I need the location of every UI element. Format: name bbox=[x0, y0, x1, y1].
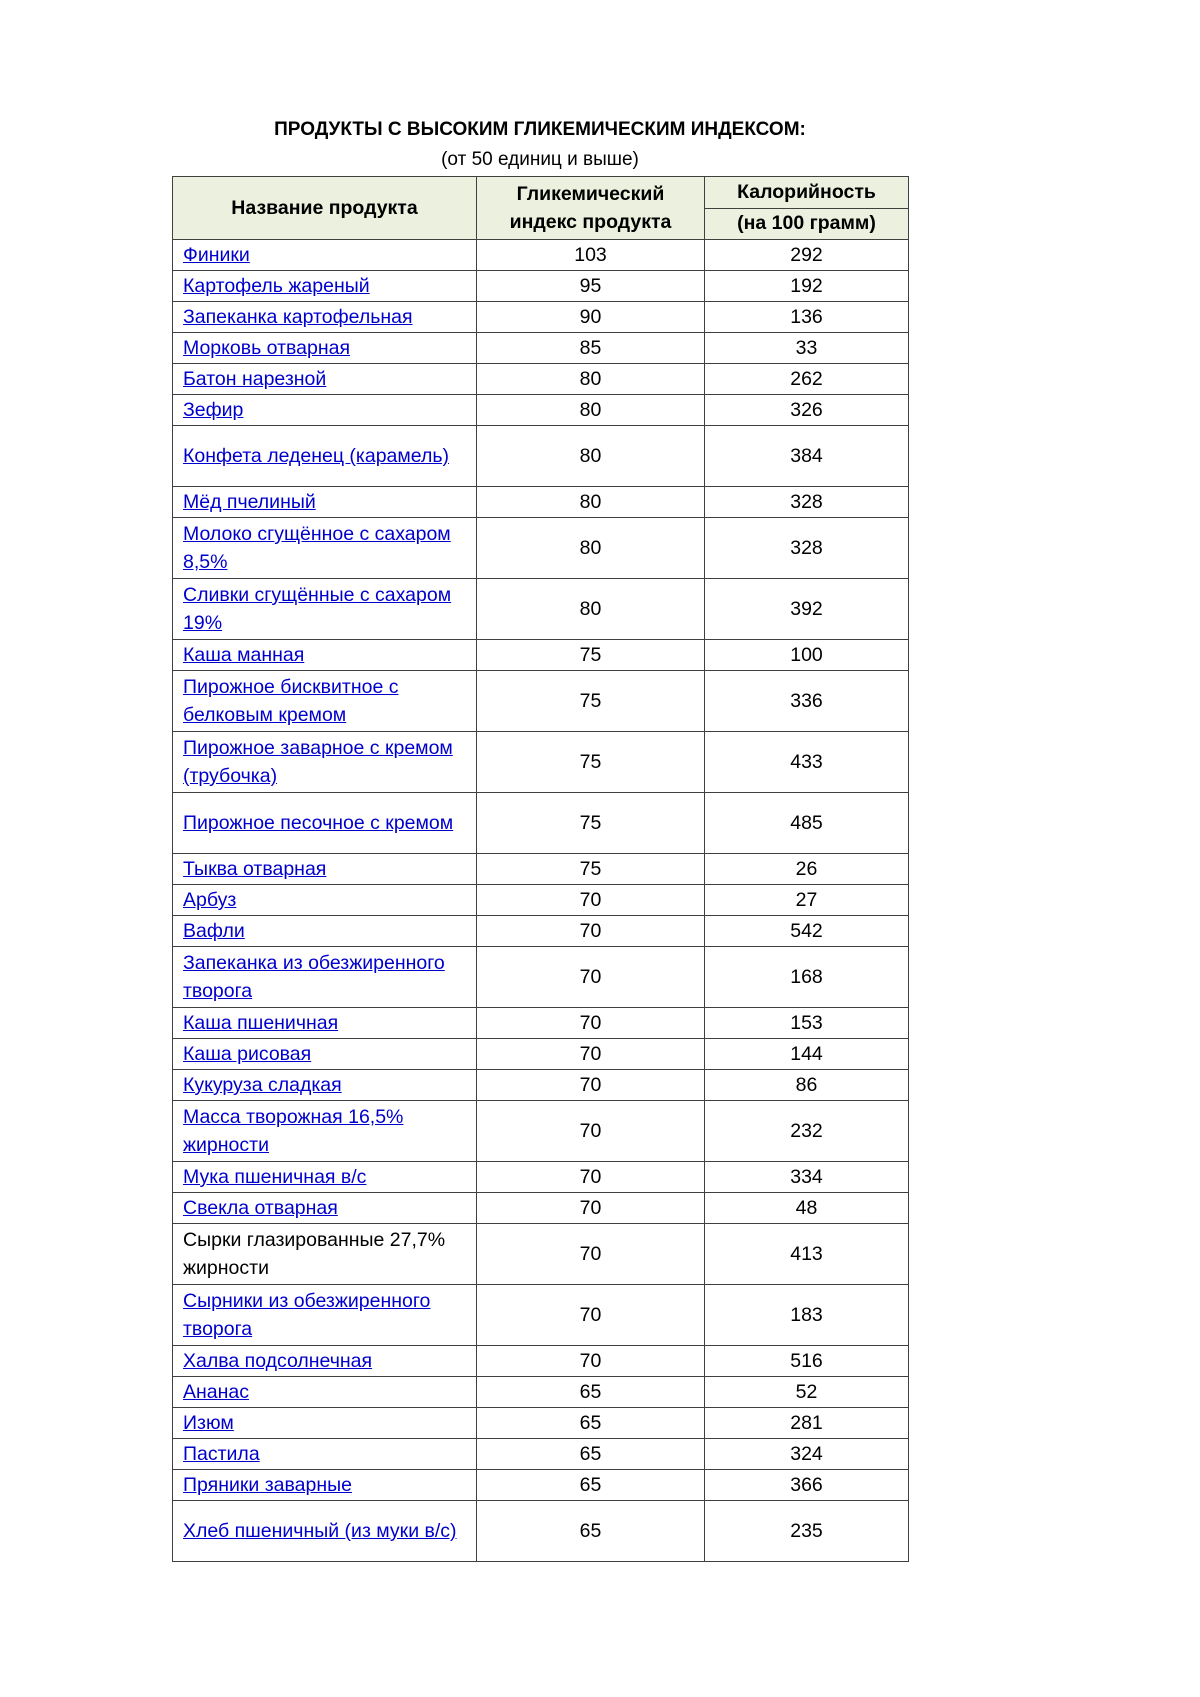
gi-value: 80 bbox=[477, 426, 705, 487]
calorie-value: 235 bbox=[705, 1501, 909, 1562]
product-link[interactable]: Каша манная bbox=[183, 644, 305, 666]
product-link[interactable]: Молоко сгущённое с сахаром 8,5% bbox=[183, 523, 451, 573]
product-link[interactable]: Ананас bbox=[183, 1381, 249, 1403]
product-link[interactable]: Свекла отварная bbox=[183, 1197, 338, 1219]
calorie-value: 324 bbox=[705, 1439, 909, 1470]
product-link[interactable]: Изюм bbox=[183, 1412, 234, 1434]
page-title: ПРОДУКТЫ С ВЫСОКИМ ГЛИКЕМИЧЕСКИМ ИНДЕКСОМ: bbox=[274, 119, 806, 140]
product-link[interactable]: Пирожное песочное с кремом bbox=[183, 812, 454, 834]
calorie-value: 516 bbox=[705, 1346, 909, 1377]
gi-value: 75 bbox=[477, 793, 705, 854]
product-link[interactable]: Каша пшеничная bbox=[183, 1012, 339, 1034]
product-link[interactable]: Сырники из обезжиренного творога bbox=[183, 1290, 431, 1340]
table-row bbox=[173, 1101, 909, 1162]
calorie-value: 281 bbox=[705, 1408, 909, 1439]
gi-value: 70 bbox=[477, 1039, 705, 1070]
table-row bbox=[173, 333, 909, 364]
product-link[interactable]: Финики bbox=[183, 244, 250, 266]
table-row bbox=[173, 240, 909, 271]
page-subtitle: (от 50 единиц и выше) bbox=[441, 149, 639, 170]
product-link[interactable]: Тыква отварная bbox=[183, 858, 327, 880]
table-row bbox=[173, 1439, 909, 1470]
gi-value: 65 bbox=[477, 1377, 705, 1408]
table-row bbox=[173, 1377, 909, 1408]
table-row bbox=[173, 947, 909, 1008]
gi-value: 103 bbox=[477, 240, 705, 271]
calorie-value: 168 bbox=[705, 947, 909, 1008]
product-link[interactable]: Каша рисовая bbox=[183, 1043, 312, 1065]
table-row bbox=[173, 1039, 909, 1070]
product-link[interactable]: Пряники заварные bbox=[183, 1474, 352, 1496]
gi-value: 65 bbox=[477, 1439, 705, 1470]
table-row bbox=[173, 916, 909, 947]
table-row bbox=[173, 487, 909, 518]
calorie-value: 183 bbox=[705, 1285, 909, 1346]
header-product-name: Название продукта bbox=[173, 177, 477, 240]
table-row bbox=[173, 671, 909, 732]
gi-value: 70 bbox=[477, 1346, 705, 1377]
calorie-value: 33 bbox=[705, 333, 909, 364]
gi-value: 80 bbox=[477, 364, 705, 395]
gi-value: 80 bbox=[477, 518, 705, 579]
table-row bbox=[173, 1285, 909, 1346]
table-row bbox=[173, 1501, 909, 1562]
product-link[interactable]: Зефир bbox=[183, 399, 244, 421]
calorie-value: 334 bbox=[705, 1162, 909, 1193]
header-gi-line2: индекс продукта bbox=[509, 211, 672, 233]
gi-value: 80 bbox=[477, 395, 705, 426]
product-link[interactable]: Запеканка из обезжиренного творога bbox=[183, 952, 445, 1002]
calorie-value: 86 bbox=[705, 1070, 909, 1101]
table-row bbox=[173, 364, 909, 395]
calorie-value: 192 bbox=[705, 271, 909, 302]
calorie-value: 328 bbox=[705, 487, 909, 518]
calorie-value: 326 bbox=[705, 395, 909, 426]
product-link[interactable]: Кукуруза сладкая bbox=[183, 1074, 342, 1096]
product-link[interactable]: Арбуз bbox=[183, 889, 237, 911]
product-link[interactable]: Батон нарезной bbox=[183, 368, 327, 390]
calorie-value: 262 bbox=[705, 364, 909, 395]
calorie-value: 384 bbox=[705, 426, 909, 487]
gi-value: 70 bbox=[477, 1070, 705, 1101]
table-row bbox=[173, 1070, 909, 1101]
table-row bbox=[173, 1162, 909, 1193]
table-row bbox=[173, 1470, 909, 1501]
gi-value: 90 bbox=[477, 302, 705, 333]
table-row bbox=[173, 1224, 909, 1285]
gi-value: 80 bbox=[477, 487, 705, 518]
gi-value: 70 bbox=[477, 916, 705, 947]
product-link[interactable]: Морковь отварная bbox=[183, 337, 351, 359]
gi-value: 75 bbox=[477, 854, 705, 885]
gi-value: 70 bbox=[477, 1193, 705, 1224]
calorie-value: 336 bbox=[705, 671, 909, 732]
product-link[interactable]: Халва подсолнечная bbox=[183, 1350, 373, 1372]
product-link[interactable]: Масса творожная 16,5% жирности bbox=[183, 1106, 404, 1156]
product-link[interactable]: Пирожное заварное с кремом (трубочка) bbox=[183, 737, 453, 787]
table-row bbox=[173, 579, 909, 640]
table-row bbox=[173, 854, 909, 885]
header-gi-line1: Гликемический bbox=[516, 183, 665, 205]
table-row bbox=[173, 1346, 909, 1377]
gi-value: 75 bbox=[477, 732, 705, 793]
gi-value: 70 bbox=[477, 1162, 705, 1193]
product-link[interactable]: Пирожное бисквитное с белковым кремом bbox=[183, 676, 399, 726]
product-link[interactable]: Конфета леденец (карамель) bbox=[183, 445, 450, 467]
header-glycemic-index bbox=[477, 177, 705, 240]
calorie-value: 100 bbox=[705, 640, 909, 671]
glycemic-index-table bbox=[172, 176, 909, 1562]
table-row bbox=[173, 271, 909, 302]
header-calories: Калорийность bbox=[705, 177, 909, 209]
calorie-value: 542 bbox=[705, 916, 909, 947]
product-link[interactable]: Хлеб пшеничный (из муки в/с) bbox=[183, 1520, 457, 1542]
table-row bbox=[173, 518, 909, 579]
gi-value: 70 bbox=[477, 1008, 705, 1039]
calorie-value: 136 bbox=[705, 302, 909, 333]
header-calories-unit: (на 100 грамм) bbox=[705, 208, 909, 240]
product-link[interactable]: Сливки сгущённые с сахаром 19% bbox=[183, 584, 452, 634]
calorie-value: 433 bbox=[705, 732, 909, 793]
gi-value: 85 bbox=[477, 333, 705, 364]
product-name: Сырки глазированные 27,7% жирности bbox=[183, 1229, 446, 1279]
gi-value: 75 bbox=[477, 671, 705, 732]
calorie-value: 48 bbox=[705, 1193, 909, 1224]
product-link[interactable]: Вафли bbox=[183, 920, 245, 942]
gi-value: 65 bbox=[477, 1408, 705, 1439]
product-link[interactable]: Картофель жареный bbox=[183, 275, 370, 297]
gi-value: 70 bbox=[477, 1101, 705, 1162]
product-link[interactable]: Пастила bbox=[183, 1443, 260, 1465]
product-link[interactable]: Запеканка картофельная bbox=[183, 306, 413, 328]
calorie-value: 232 bbox=[705, 1101, 909, 1162]
calorie-value: 26 bbox=[705, 854, 909, 885]
table-row bbox=[173, 302, 909, 333]
calorie-value: 27 bbox=[705, 885, 909, 916]
calorie-value: 366 bbox=[705, 1470, 909, 1501]
table-row bbox=[173, 426, 909, 487]
table-row bbox=[173, 395, 909, 426]
table-row bbox=[173, 1193, 909, 1224]
gi-value: 65 bbox=[477, 1501, 705, 1562]
table-row bbox=[173, 885, 909, 916]
gi-value: 75 bbox=[477, 640, 705, 671]
calorie-value: 52 bbox=[705, 1377, 909, 1408]
product-link[interactable]: Мёд пчелиный bbox=[183, 491, 316, 513]
table-row bbox=[173, 640, 909, 671]
table-row bbox=[173, 732, 909, 793]
calorie-value: 292 bbox=[705, 240, 909, 271]
gi-value: 70 bbox=[477, 1224, 705, 1285]
gi-value: 65 bbox=[477, 1470, 705, 1501]
gi-value: 95 bbox=[477, 271, 705, 302]
gi-value: 70 bbox=[477, 1285, 705, 1346]
calorie-value: 392 bbox=[705, 579, 909, 640]
calorie-value: 413 bbox=[705, 1224, 909, 1285]
gi-value: 80 bbox=[477, 579, 705, 640]
calorie-value: 328 bbox=[705, 518, 909, 579]
table-row bbox=[173, 1408, 909, 1439]
calorie-value: 144 bbox=[705, 1039, 909, 1070]
calorie-value: 485 bbox=[705, 793, 909, 854]
calorie-value: 153 bbox=[705, 1008, 909, 1039]
gi-value: 70 bbox=[477, 885, 705, 916]
gi-value: 70 bbox=[477, 947, 705, 1008]
product-link[interactable]: Мука пшеничная в/с bbox=[183, 1166, 367, 1188]
table-row bbox=[173, 1008, 909, 1039]
table-row bbox=[173, 793, 909, 854]
